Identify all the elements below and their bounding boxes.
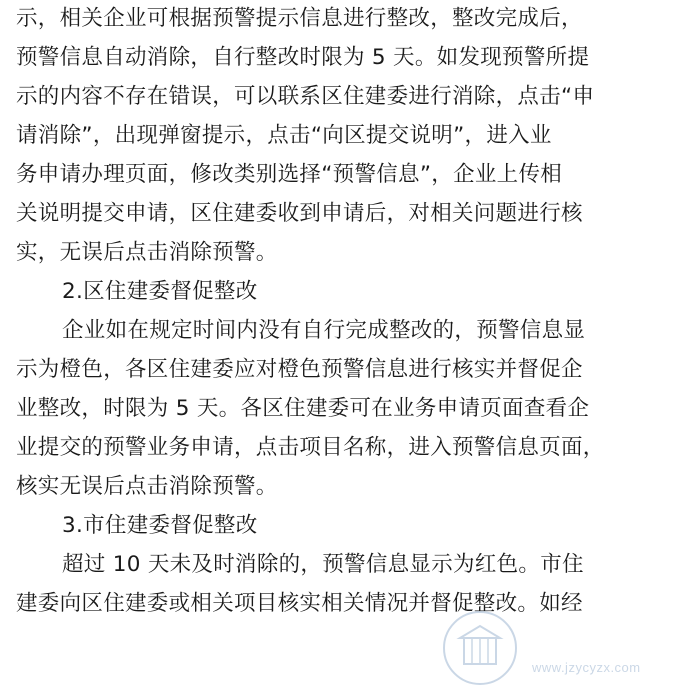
text-line: 请消除”，出现弹窗提示，点击“向区提交说明”，进入业 — [16, 123, 552, 148]
text-line: 实，无误后点击消除预警。 — [16, 240, 278, 265]
text-line: 业提交的预警业务申请，点击项目名称，进入预警信息页面， — [16, 435, 605, 460]
text-line: 示，相关企业可根据预警提示信息进行整改，整改完成后， — [16, 6, 583, 31]
text-line: 业整改，时限为 5 天。各区住建委可在业务申请页面查看企 — [16, 396, 590, 421]
text-line: 示为橙色，各区住建委应对橙色预警信息进行核实并督促企 — [16, 357, 583, 382]
text-line: 建委向区住建委或相关项目核实相关情况并督促整改。如经 — [16, 591, 583, 616]
section-heading: 2.区住建委督促整改 — [62, 279, 258, 304]
text-line: 企业如在规定时间内没有自行完成整改的，预警信息显 — [62, 318, 586, 343]
section-heading: 3.市住建委督促整改 — [62, 513, 258, 538]
text-line: 核实无误后点击消除预警。 — [16, 474, 278, 499]
text-line: 示的内容不存在错误，可以联系区住建委进行消除，点击“申 — [16, 84, 595, 109]
text-line: 关说明提交申请，区住建委收到申请后，对相关问题进行核 — [16, 201, 583, 226]
text-line: 超过 10 天未及时消除的，预警信息显示为红色。市住 — [62, 552, 584, 577]
text-line: 预警信息自动消除，自行整改时限为 5 天。如发现预警所提 — [16, 45, 590, 70]
text-line: 务申请办理页面，修改类别选择“预警信息”，企业上传相 — [16, 162, 563, 187]
watermark-text: www.jzycyzx.com — [532, 660, 641, 675]
